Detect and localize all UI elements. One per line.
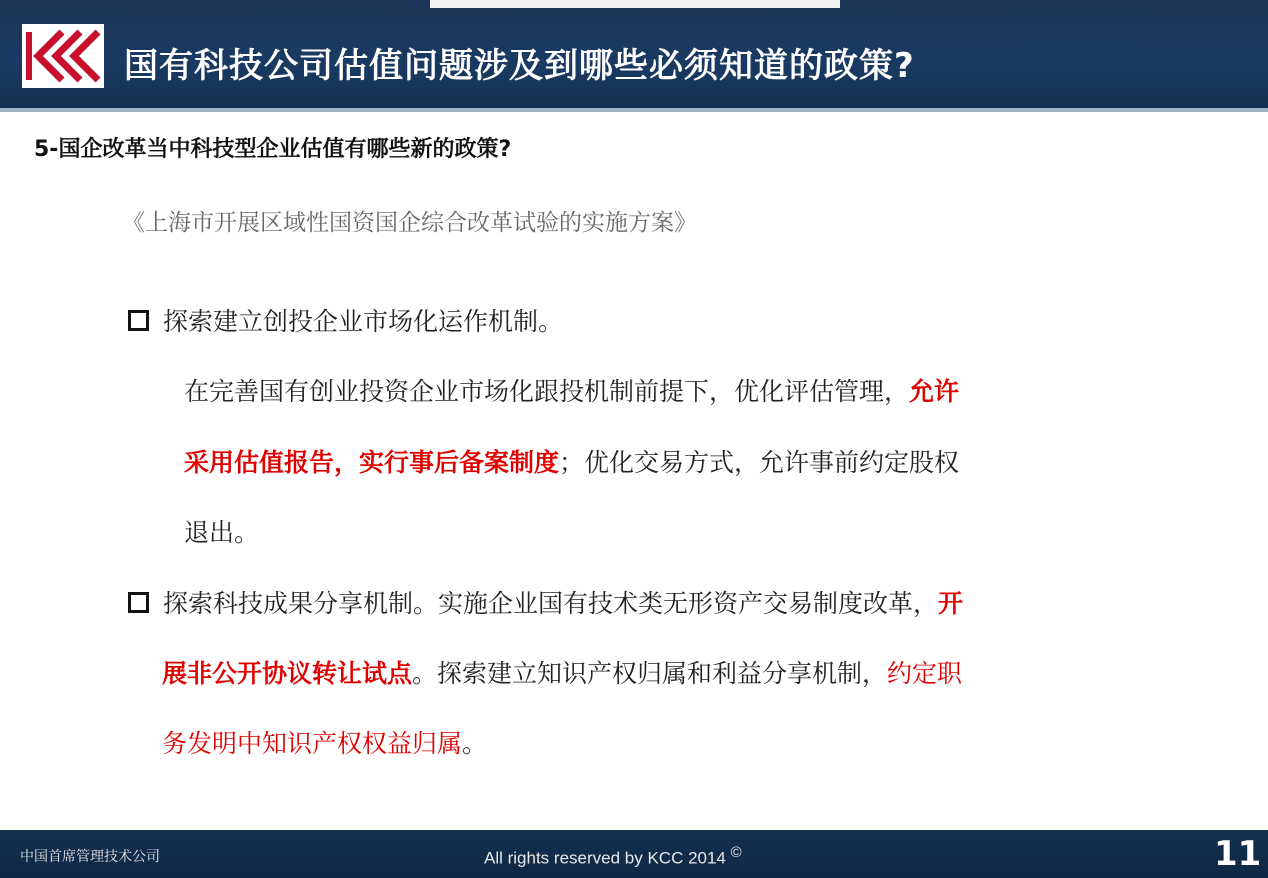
highlight-text: 开	[938, 589, 964, 618]
highlight-text: 采用估值报告，实行事后备案制度	[184, 448, 560, 477]
highlight-text: 约定职	[887, 659, 963, 688]
header-bar	[0, 0, 1268, 112]
bullet-item	[128, 584, 963, 620]
detail-text: 退出。	[184, 518, 260, 547]
footer-copyright	[484, 844, 742, 869]
kcc-logo	[22, 24, 104, 88]
bullet-detail-line	[184, 443, 959, 479]
bullet-detail-line	[184, 513, 259, 549]
footer-bar	[0, 830, 1268, 878]
detail-text: 。探索建立知识产权归属和利益分享机制，	[412, 659, 888, 688]
header-tab	[430, 0, 840, 8]
page-number: 11	[1214, 834, 1262, 874]
detail-text: 在完善国有创业投资企业市场化跟投机制前提下，优化评估管理，	[184, 377, 910, 406]
document-subtitle: 《上海市开展区域性国资国企综合改革试验的实施方案》	[122, 210, 697, 236]
detail-text: ；优化交易方式，允许事前约定股权	[559, 448, 960, 477]
detail-text: 。	[462, 729, 488, 758]
bullet-item	[128, 302, 563, 338]
copyright-text: All rights reserved by KCC 2014	[484, 848, 726, 868]
header-divider	[0, 108, 1268, 112]
highlight-text: 务发明中知识产权权益归属	[162, 729, 463, 758]
checkbox-icon	[128, 310, 149, 331]
page-title: 国有科技公司估值问题涉及到哪些必须知道的政策?	[124, 46, 915, 86]
highlight-text: 展非公开协议转让试点	[162, 659, 413, 688]
bullet-label: 探索建立创投企业市场化运作机制。	[163, 307, 564, 336]
bullet-detail-line	[162, 654, 962, 690]
bullet-detail-line	[184, 372, 959, 408]
footer-company-name: 中国首席管理技术公司	[20, 849, 160, 865]
section-heading: 5-国企改革当中科技型企业估值有哪些新的政策?	[34, 137, 512, 162]
copyright-icon: ©	[730, 844, 742, 861]
bullet-label: 探索科技成果分享机制。实施企业国有技术类无形资产交易制度改革，	[163, 589, 939, 618]
checkbox-icon	[128, 592, 149, 613]
highlight-text: 允许	[909, 377, 960, 406]
bullet-detail-line	[162, 724, 487, 760]
